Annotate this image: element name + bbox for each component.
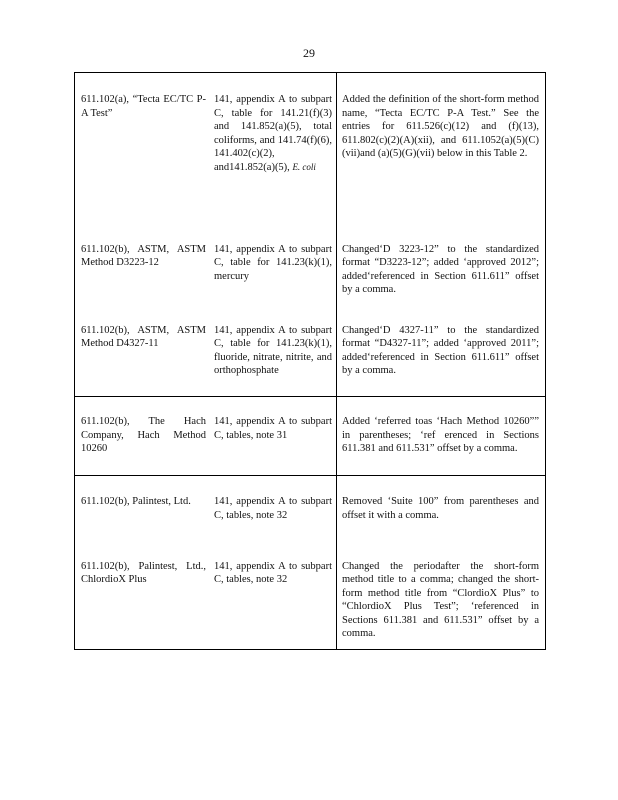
section-cell: [75, 73, 211, 224]
cfr-cell: [210, 73, 337, 224]
cfr-cell: [210, 476, 337, 544]
section-cell: [75, 476, 211, 544]
table-row: [75, 73, 546, 224]
cfr-cell: [210, 224, 337, 304]
table-row: [75, 397, 546, 476]
section-text: 611.102(b), Palintest, Ltd., ChlordioX Plus: [81, 560, 206, 586]
amendments-table: [74, 72, 546, 650]
page-number: 29: [303, 46, 315, 60]
change-cell: [337, 476, 546, 544]
section-text: 611.102(b), ASTM, ASTM Method D4327-11: [81, 324, 206, 350]
ecoli-italic: E. coli: [292, 161, 316, 172]
cfr-text: 141, appendix A to subpart C, table for 141.23(k)(1), fluoride, nitrate, nitrite, and orthophosphate: [214, 324, 332, 377]
section-cell: [75, 224, 211, 304]
change-text: Added the definition of the short-form method name, “Tecta EC/TC P-A Test.” See the entries for 611.526(c)(12) and (f)(13), 611.802(c)(2)(A)(xii), and 611.1052(a)(5)(C)(vii)and (a)(5)(G)(vii) below in this Table 2.: [342, 94, 539, 160]
table-row: [75, 224, 546, 304]
change-text: Changed‘D 3223-12” to the standardized format “D3223-12”; added ‘approved 2012”; added‘referenced in Section 611.611” offset by a comma.: [342, 243, 539, 296]
section-text: 611.102(b), The Hach Company, Hach Method 10260: [81, 416, 206, 455]
change-text: Changed the periodafter the short-form method title to a comma; changed the short-form method title from “ClordioX Plus” to “ChlordioX Plus Test”; ‘referenced in Sections 611.381 and 611.531” offset by a comma.: [342, 560, 539, 640]
change-text: Changed‘D 4327-11” to the standardized format “D4327-11”; added ‘approved 2011”; added‘referenced in Section 611.611” offset by a comma.: [342, 324, 539, 377]
change-cell: [337, 304, 546, 397]
change-cell: [337, 397, 546, 476]
table-row: [75, 304, 546, 397]
section-text: 611.102(a), “Tecta EC/TC P-A Test”: [81, 94, 206, 119]
table-row: [75, 476, 546, 544]
cfr-cell: [210, 397, 337, 476]
change-cell: [337, 73, 546, 224]
cfr-text: 141, appendix A to subpart C, table for 141.21(f)(3) and 141.852(a)(5), total coliforms, and 141.74(f)(6), 141.402(c)(2), and141.852(a)(5), E. coli: [214, 94, 332, 173]
cfr-text: 141, appendix A to subpart C, tables, note 31: [214, 416, 332, 441]
section-cell: [75, 544, 211, 650]
cfr-text: 141, appendix A to subpart C, tables, note 32: [214, 496, 332, 521]
change-cell: [337, 224, 546, 304]
cfr-text: 141, appendix A to subpart C, table for 141.23(k)(1), mercury: [214, 243, 332, 282]
cfr-cell: [210, 544, 337, 650]
table-row: [75, 544, 546, 650]
change-text: Removed ‘Suite 100” from parentheses and offset it with a comma.: [342, 496, 539, 521]
change-cell: [337, 544, 546, 650]
section-cell: [75, 304, 211, 397]
change-text: Added ‘referred toas ‘Hach Method 10260”” in parentheses; ‘ref erenced in Sections 611.381 and 611.531” offset by a comma.: [342, 416, 539, 455]
section-cell: [75, 397, 211, 476]
cfr-cell: [210, 304, 337, 397]
cfr-text: 141, appendix A to subpart C, tables, note 32: [214, 560, 332, 586]
section-text: 611.102(b), ASTM, ASTM Method D3223-12: [81, 243, 206, 269]
section-text: 611.102(b), Palintest, Ltd.: [81, 496, 191, 507]
